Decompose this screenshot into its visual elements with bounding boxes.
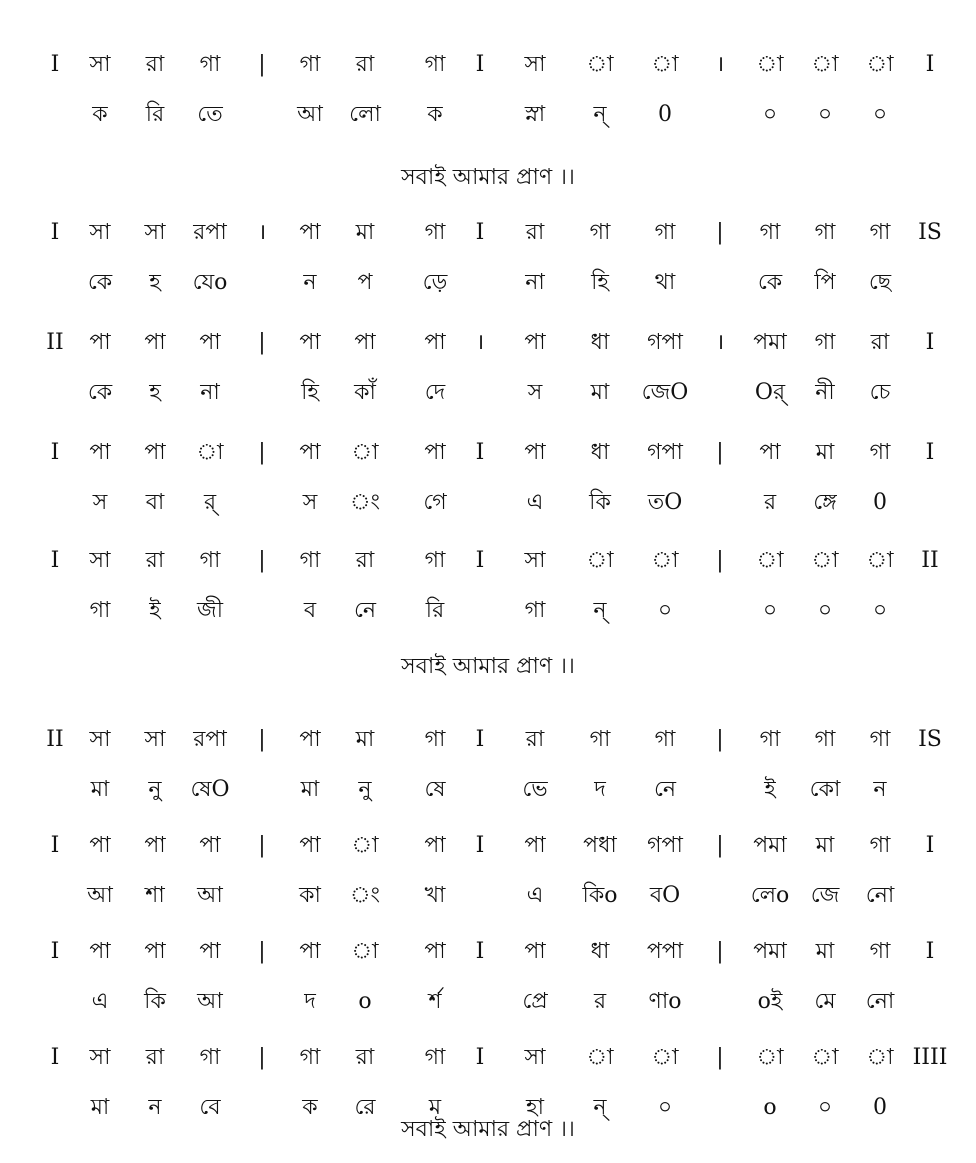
notation-cell: |: [716, 220, 724, 245]
notation-cell: পা: [89, 939, 111, 964]
lyric-cell: পি: [814, 270, 836, 295]
lyric-cell: ই: [149, 598, 161, 623]
notation-cell: I: [475, 220, 485, 245]
notation-cell: া: [196, 440, 224, 465]
lyric-cell: জী: [197, 598, 223, 623]
notation-cell: া: [651, 548, 679, 573]
notation-cell: রা: [145, 548, 165, 573]
notation-cell: পা: [89, 833, 111, 858]
notation-cell: ধা: [590, 440, 610, 465]
notation-cell: পা: [299, 330, 321, 355]
notation-cell: I: [925, 52, 935, 77]
notation-cell: I: [50, 833, 60, 858]
notation-cell: রা: [355, 1045, 375, 1070]
notation-cell: ।: [715, 330, 725, 355]
lyric-cell: বা: [145, 490, 165, 515]
lyric-cell: কিo: [582, 883, 618, 908]
lyric-line: [0, 95, 976, 135]
notation-cell: I: [475, 1045, 485, 1070]
refrain-line: সবাই আমার প্রাণ ।।: [401, 165, 575, 190]
notation-cell: II: [46, 727, 64, 752]
notation-cell: ।: [715, 52, 725, 77]
lyric-cell: রি: [145, 102, 165, 127]
notation-cell: ধা: [590, 939, 610, 964]
notation-cell: া: [756, 548, 784, 573]
notation-cell: পা: [299, 833, 321, 858]
lyric-cell: নু: [358, 777, 372, 802]
lyric-cell: ক: [92, 102, 108, 127]
notation-cell: পমা: [753, 330, 787, 355]
notation-cell: গা: [814, 727, 836, 752]
lyric-cell: লো: [349, 102, 381, 127]
notation-cell: I: [475, 52, 485, 77]
notation-cell: IIII: [912, 1045, 948, 1070]
lyric-cell: রি: [425, 598, 445, 623]
lyric-cell: কে: [87, 380, 113, 405]
lyric-cell: কে: [87, 270, 113, 295]
lyric-cell: জেO: [641, 380, 689, 405]
notation-cell: পা: [199, 939, 221, 964]
notation-cell: সা: [144, 220, 166, 245]
notation-cell: গা: [424, 220, 446, 245]
notation-cell: গা: [869, 939, 891, 964]
notation-cell: গা: [869, 440, 891, 465]
notation-cell: পা: [524, 330, 546, 355]
lyric-cell: না: [200, 380, 220, 405]
notation-cell: পা: [299, 727, 321, 752]
lyric-cell: আ: [197, 883, 223, 908]
notation-cell: |: [258, 548, 266, 573]
notation-cell: পমা: [753, 833, 787, 858]
notation-cell: I: [50, 1045, 60, 1070]
notation-cell: |: [258, 727, 266, 752]
lyric-cell: স: [92, 490, 108, 515]
notation-cell: পা: [424, 440, 446, 465]
notation-cell: মা: [355, 220, 375, 245]
lyric-cell: হ: [149, 270, 161, 295]
refrain-line: সবাই আমার প্রাণ ।।: [401, 654, 575, 679]
lyric-cell: 0: [873, 490, 887, 515]
lyric-cell: ন্: [593, 598, 607, 623]
notation-cell: পা: [299, 939, 321, 964]
lyric-cell: ০: [817, 1095, 833, 1120]
notation-cell: পা: [424, 833, 446, 858]
notation-cell: মা: [815, 440, 835, 465]
notation-cell: রা: [355, 52, 375, 77]
lyric-cell: হা: [526, 1095, 544, 1120]
lyric-cell: বে: [199, 1095, 221, 1120]
lyric-cell: ন্: [593, 1095, 607, 1120]
notation-cell: গা: [869, 833, 891, 858]
lyric-line: [0, 1088, 976, 1128]
refrain-line: সবাই আমার প্রাণ ।।: [401, 1117, 575, 1142]
notation-cell: া: [351, 939, 379, 964]
notation-cell: সা: [89, 548, 111, 573]
notation-cell: I: [475, 939, 485, 964]
lyric-cell: ঙ্গে: [813, 490, 837, 515]
notation-cell: I: [50, 548, 60, 573]
notation-cell: গা: [199, 548, 221, 573]
lyric-cell: গা: [524, 598, 546, 623]
notation-cell: IS: [918, 220, 942, 245]
lyric-cell: মা: [590, 380, 610, 405]
notation-cell: গপা: [647, 833, 683, 858]
lyric-cell: o: [763, 1095, 777, 1120]
notation-cell: গা: [424, 727, 446, 752]
notation-cell: ।: [475, 330, 485, 355]
lyric-cell: ০: [762, 598, 778, 623]
notation-cell: মা: [815, 833, 835, 858]
lyric-cell: নে: [353, 598, 377, 623]
lyric-cell: ০: [872, 598, 888, 623]
lyric-cell: ষে: [424, 777, 446, 802]
lyric-cell: আ: [297, 102, 323, 127]
swara-line: [0, 213, 976, 253]
lyric-cell: এ: [91, 989, 109, 1014]
swara-line: [0, 541, 976, 581]
lyric-cell: শা: [145, 883, 165, 908]
notation-cell: রপা: [193, 220, 227, 245]
notation-cell: I: [475, 727, 485, 752]
notation-cell: পা: [144, 939, 166, 964]
lyric-cell: প্রে: [522, 989, 548, 1014]
lyric-cell: ন: [303, 270, 317, 295]
lyric-cell: আ: [197, 989, 223, 1014]
lyric-cell: o: [358, 989, 372, 1014]
notation-cell: রপা: [193, 727, 227, 752]
notation-cell: া: [811, 1045, 839, 1070]
lyric-cell: নু: [148, 777, 162, 802]
notation-cell: া: [586, 548, 614, 573]
lyric-line: [0, 483, 976, 523]
lyric-cell: নো: [865, 989, 895, 1014]
lyric-cell: ং: [349, 490, 381, 515]
lyric-cell: জে: [810, 883, 840, 908]
notation-cell: া: [756, 52, 784, 77]
swara-line: [0, 720, 976, 760]
notation-cell: |: [258, 52, 266, 77]
notation-cell: পা: [524, 440, 546, 465]
notation-cell: গা: [814, 220, 836, 245]
lyric-cell: কো: [809, 777, 841, 802]
notation-cell: I: [925, 833, 935, 858]
lyric-cell: oই: [757, 989, 783, 1014]
notation-cell: গা: [424, 548, 446, 573]
lyric-line: [0, 263, 976, 303]
lyric-cell: র: [593, 989, 607, 1014]
lyric-cell: র: [763, 490, 777, 515]
notation-cell: সা: [144, 727, 166, 752]
lyric-cell: ন্: [593, 102, 607, 127]
lyric-cell: খা: [424, 883, 446, 908]
lyric-cell: দ: [304, 989, 316, 1014]
notation-cell: া: [811, 548, 839, 573]
lyric-cell: দ: [594, 777, 606, 802]
notation-cell: সা: [524, 52, 546, 77]
notation-cell: পা: [199, 833, 221, 858]
notation-cell: II: [46, 330, 64, 355]
lyric-cell: নো: [865, 883, 895, 908]
notation-cell: া: [586, 52, 614, 77]
notation-cell: |: [716, 727, 724, 752]
lyric-cell: কাঁ: [354, 380, 376, 405]
notation-cell: গা: [299, 1045, 321, 1070]
notation-cell: গা: [814, 330, 836, 355]
notation-cell: গা: [199, 1045, 221, 1070]
lyric-cell: প: [357, 270, 373, 295]
notation-cell: রা: [525, 727, 545, 752]
lyric-cell: থা: [654, 270, 676, 295]
lyric-cell: ০: [762, 102, 778, 127]
lyric-cell: গে: [423, 490, 447, 515]
lyric-cell: মা: [90, 777, 110, 802]
lyric-cell: ং: [349, 883, 381, 908]
lyric-cell: ছে: [868, 270, 892, 295]
notation-cell: গা: [654, 220, 676, 245]
notation-cell: I: [475, 833, 485, 858]
notation-cell: |: [258, 330, 266, 355]
notation-cell: পা: [144, 330, 166, 355]
notation-cell: I: [50, 52, 60, 77]
lyric-cell: ০: [657, 598, 673, 623]
notation-cell: ।: [257, 220, 267, 245]
notation-cell: I: [925, 440, 935, 465]
notation-cell: IS: [918, 727, 942, 752]
notation-cell: I: [925, 330, 935, 355]
swara-line: [0, 826, 976, 866]
notation-cell: া: [586, 1045, 614, 1070]
notation-cell: সা: [89, 1045, 111, 1070]
notation-cell: |: [716, 1045, 724, 1070]
notation-cell: া: [866, 1045, 894, 1070]
notation-cell: পা: [199, 330, 221, 355]
lyric-cell: ই: [764, 777, 776, 802]
notation-cell: মা: [815, 939, 835, 964]
swara-line: [0, 932, 976, 972]
notation-cell: পধা: [583, 833, 617, 858]
lyric-cell: ব: [303, 598, 317, 623]
lyric-cell: নী: [815, 380, 835, 405]
lyric-cell: ০: [872, 102, 888, 127]
lyric-cell: কে: [757, 270, 783, 295]
notation-cell: রা: [145, 52, 165, 77]
notation-cell: I: [475, 440, 485, 465]
lyric-cell: নে: [653, 777, 677, 802]
swara-line: [0, 45, 976, 85]
notation-cell: া: [866, 52, 894, 77]
notation-cell: পা: [299, 440, 321, 465]
lyric-cell: ষেO: [190, 777, 230, 802]
notation-cell: গা: [654, 727, 676, 752]
notation-cell: I: [50, 220, 60, 245]
lyric-cell: রে: [354, 1095, 376, 1120]
lyric-cell: চে: [869, 380, 891, 405]
lyric-line: [0, 876, 976, 916]
lyric-cell: ম: [428, 1095, 442, 1120]
notation-cell: |: [258, 440, 266, 465]
lyric-cell: ন: [148, 1095, 162, 1120]
notation-cell: গা: [759, 220, 781, 245]
notation-cell: া: [651, 52, 679, 77]
notation-cell: |: [258, 1045, 266, 1070]
lyric-cell: তO: [647, 490, 683, 515]
notation-cell: গা: [199, 52, 221, 77]
lyric-cell: মা: [90, 1095, 110, 1120]
lyric-line: [0, 982, 976, 1022]
notation-cell: ধা: [590, 330, 610, 355]
notation-cell: গা: [589, 220, 611, 245]
notation-cell: পা: [354, 330, 376, 355]
lyric-cell: ণাo: [648, 989, 682, 1014]
lyric-line: [0, 373, 976, 413]
notation-cell: পা: [89, 330, 111, 355]
lyric-cell: ০: [817, 102, 833, 127]
notation-cell: পমা: [753, 939, 787, 964]
lyric-cell: মে: [814, 989, 836, 1014]
notation-cell: সা: [89, 52, 111, 77]
notation-cell: রা: [525, 220, 545, 245]
notation-cell: |: [258, 939, 266, 964]
lyric-cell: কি: [589, 490, 611, 515]
lyric-cell: Oর্: [754, 380, 786, 405]
lyric-cell: তে: [197, 102, 223, 127]
notation-cell: গপা: [647, 440, 683, 465]
notation-cell: গা: [299, 548, 321, 573]
notation-cell: পা: [299, 220, 321, 245]
lyric-cell: হি: [301, 380, 319, 405]
notation-cell: রা: [355, 548, 375, 573]
lyric-cell: যেo: [192, 270, 228, 295]
swara-line: [0, 323, 976, 363]
lyric-cell: গা: [89, 598, 111, 623]
lyric-line: [0, 591, 976, 631]
notation-cell: II: [921, 548, 939, 573]
notation-cell: গা: [424, 1045, 446, 1070]
notation-cell: পা: [424, 939, 446, 964]
lyric-cell: ০: [657, 1095, 673, 1120]
notation-cell: পা: [524, 833, 546, 858]
lyric-cell: বO: [649, 883, 681, 908]
lyric-cell: দে: [424, 380, 446, 405]
notation-cell: গা: [759, 727, 781, 752]
lyric-cell: ০: [817, 598, 833, 623]
notation-cell: পা: [144, 440, 166, 465]
notation-cell: I: [50, 440, 60, 465]
notation-cell: সা: [89, 220, 111, 245]
lyric-cell: লেo: [750, 883, 790, 908]
notation-cell: I: [50, 939, 60, 964]
notation-cell: সা: [524, 548, 546, 573]
notation-cell: া: [866, 548, 894, 573]
lyric-cell: স: [302, 490, 318, 515]
notation-cell: া: [651, 1045, 679, 1070]
lyric-cell: ভে: [522, 777, 548, 802]
lyric-cell: র্শ: [428, 989, 442, 1014]
lyric-cell: আ: [87, 883, 113, 908]
notation-cell: |: [716, 833, 724, 858]
lyric-cell: না: [525, 270, 545, 295]
lyric-cell: র্: [203, 490, 217, 515]
lyric-cell: কা: [299, 883, 321, 908]
lyric-cell: 0: [658, 102, 672, 127]
notation-cell: মা: [355, 727, 375, 752]
lyric-cell: কি: [144, 989, 166, 1014]
lyric-cell: ন: [873, 777, 887, 802]
notation-cell: রা: [870, 330, 890, 355]
lyric-cell: এ: [526, 883, 544, 908]
notation-cell: পা: [759, 440, 781, 465]
notation-cell: সা: [524, 1045, 546, 1070]
notation-cell: পা: [424, 330, 446, 355]
notation-cell: I: [925, 939, 935, 964]
notation-cell: া: [351, 833, 379, 858]
notation-cell: গা: [299, 52, 321, 77]
notation-cell: |: [716, 440, 724, 465]
notation-cell: পা: [89, 440, 111, 465]
notation-cell: া: [351, 440, 379, 465]
notation-cell: I: [475, 548, 485, 573]
swara-line: [0, 1038, 976, 1078]
notation-cell: গা: [424, 52, 446, 77]
notation-cell: পপা: [646, 939, 684, 964]
notation-cell: গা: [869, 220, 891, 245]
lyric-cell: হি: [591, 270, 609, 295]
notation-cell: |: [716, 548, 724, 573]
lyric-cell: ক: [302, 1095, 318, 1120]
swara-line: [0, 433, 976, 473]
notation-cell: সা: [89, 727, 111, 752]
notation-cell: া: [756, 1045, 784, 1070]
lyric-cell: ক: [427, 102, 443, 127]
lyric-cell: এ: [526, 490, 544, 515]
notation-cell: া: [811, 52, 839, 77]
lyric-cell: ড়ে: [422, 270, 448, 295]
notation-cell: রা: [145, 1045, 165, 1070]
lyric-line: [0, 770, 976, 810]
notation-cell: |: [716, 939, 724, 964]
notation-cell: পা: [144, 833, 166, 858]
notation-cell: পা: [524, 939, 546, 964]
notation-cell: গপা: [647, 330, 683, 355]
notation-cell: |: [258, 833, 266, 858]
lyric-cell: স: [527, 380, 543, 405]
lyric-cell: মা: [300, 777, 320, 802]
lyric-cell: হ: [149, 380, 161, 405]
lyric-cell: স্না: [524, 102, 546, 127]
lyric-cell: 0: [873, 1095, 887, 1120]
notation-cell: গা: [589, 727, 611, 752]
notation-cell: গা: [869, 727, 891, 752]
